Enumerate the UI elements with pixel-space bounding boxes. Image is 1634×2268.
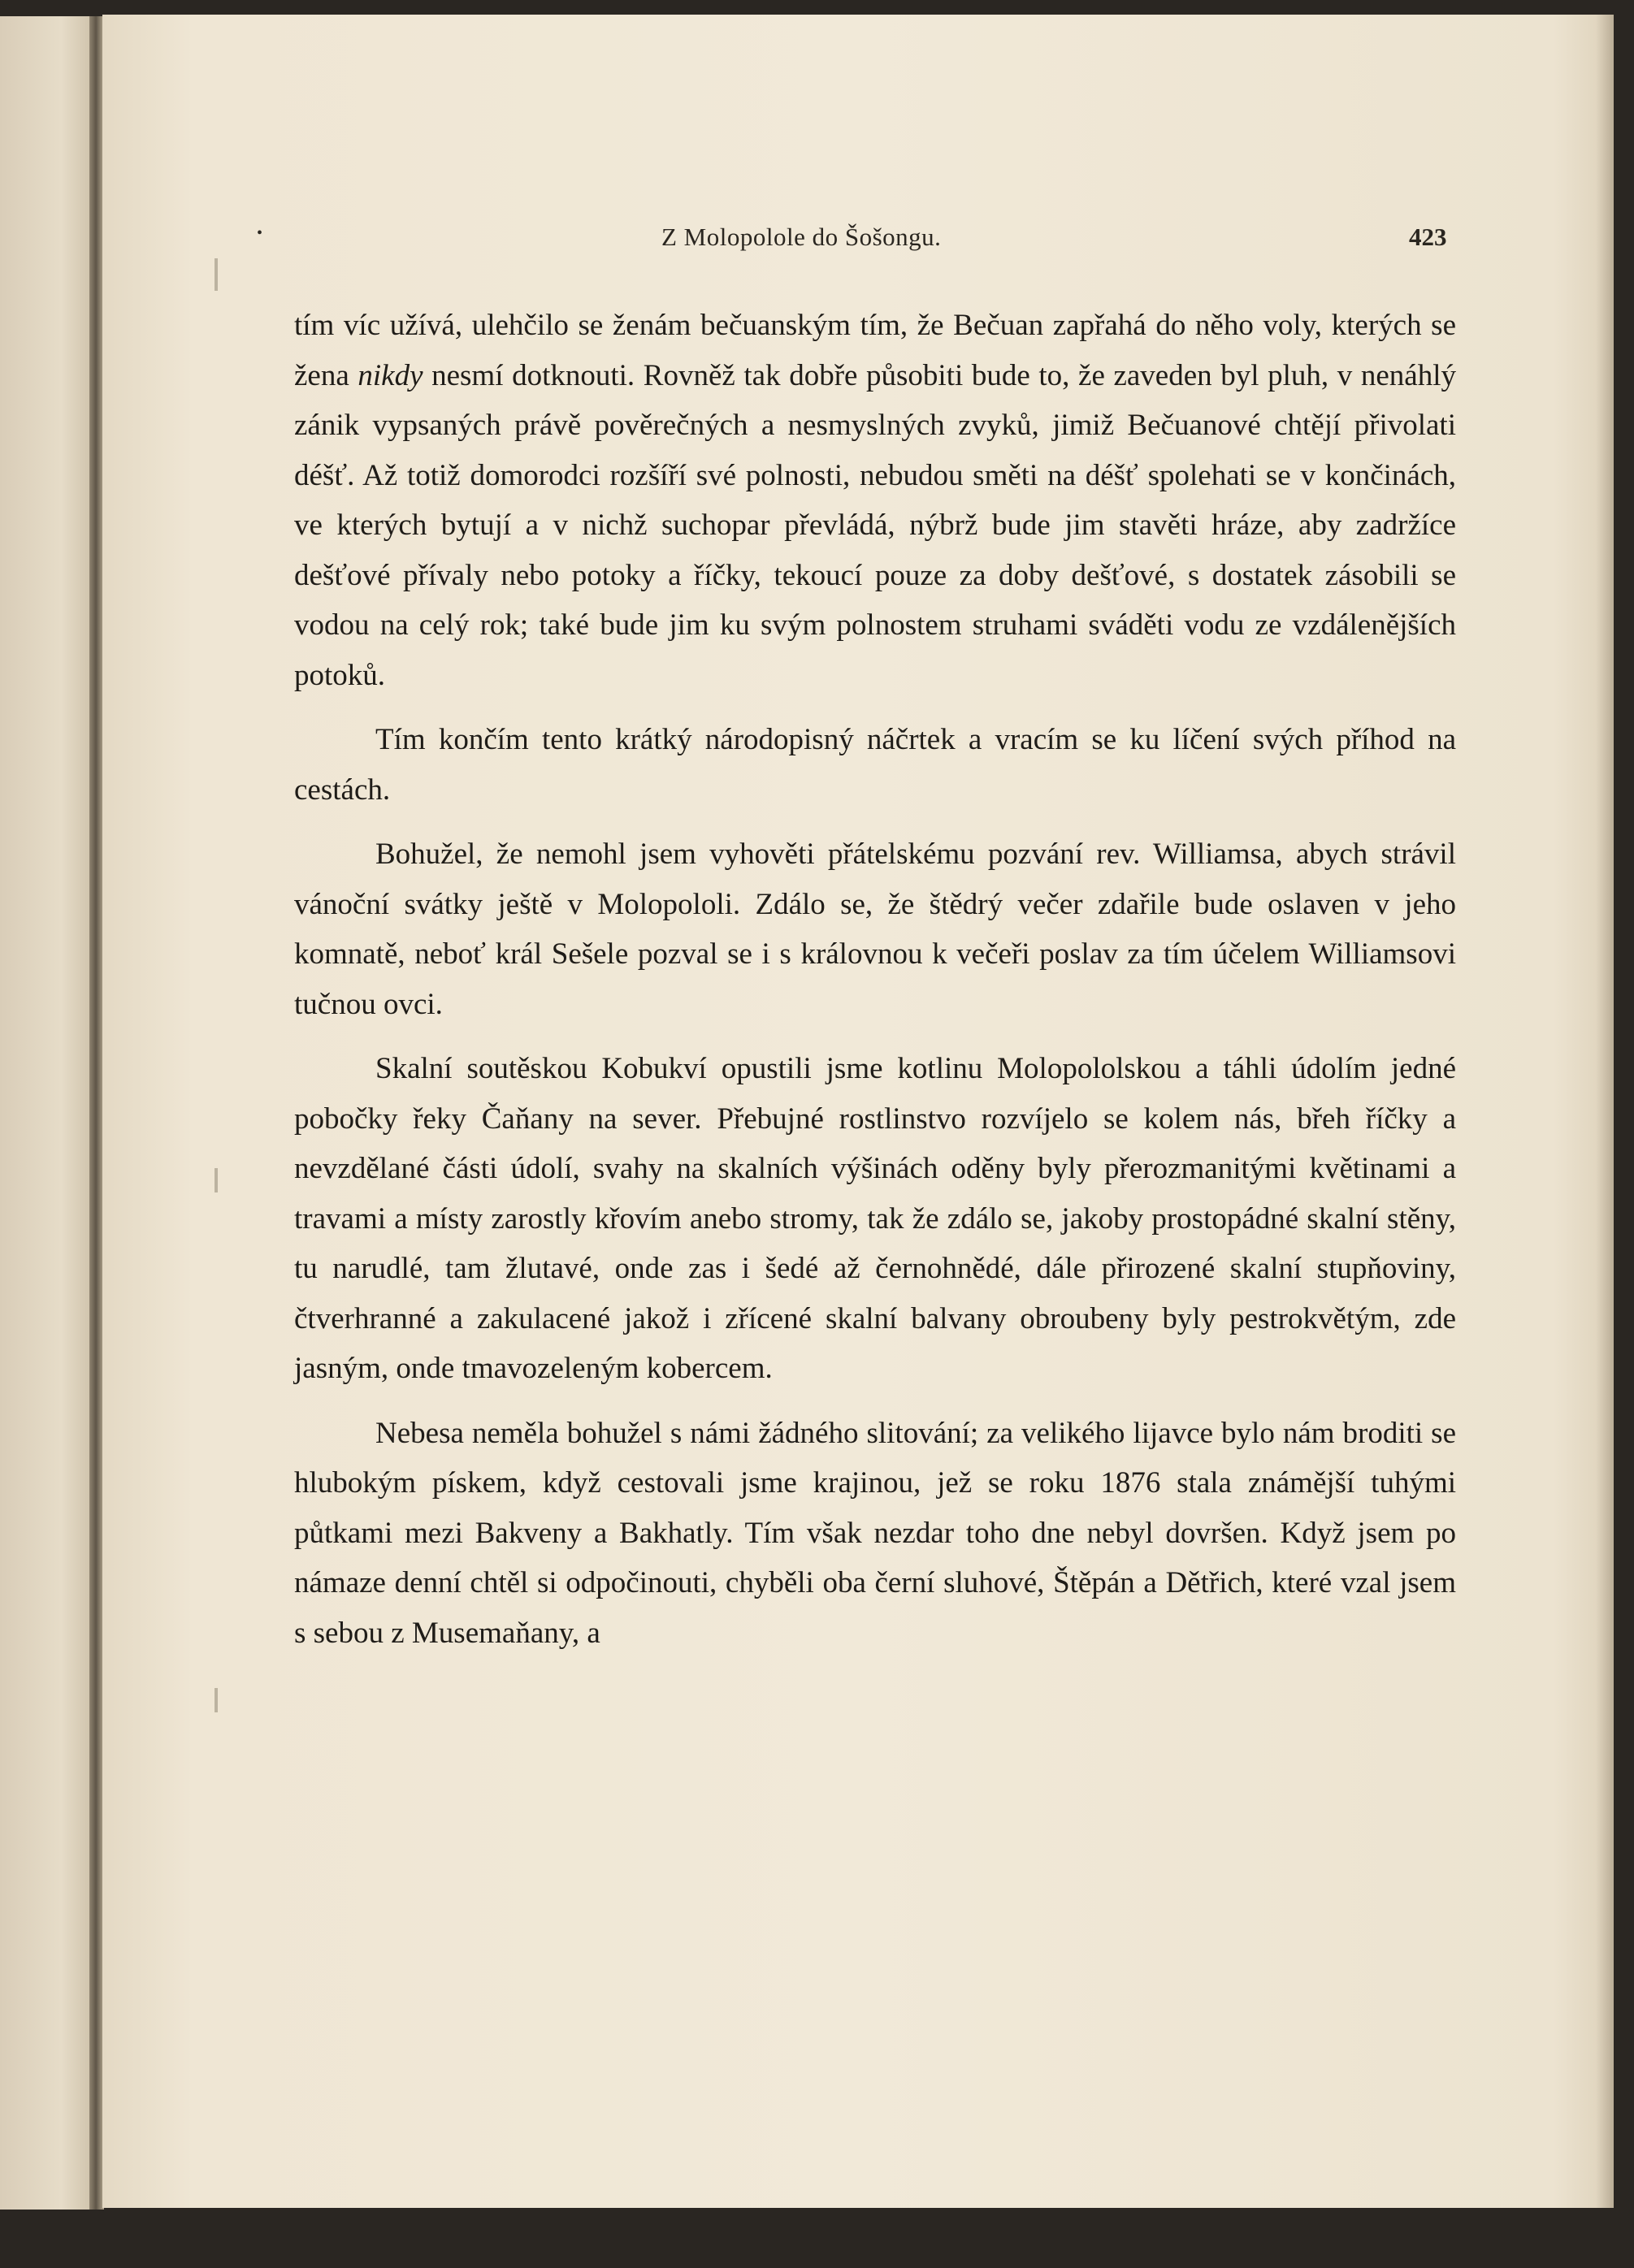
running-title: Z Molopolole do Šošongu. [661,223,942,251]
paragraph-4: Skalní soutěskou Kobukví opustili jsme kotlinu Molopololskou a táhli údolím jedné pobočky řeky Čaňany na sever. Přebujné rostlinstvo rozvíjelo se kolem nás, břeh říčky a nevzdělané části údolí, svahy na skalních výšinách oděny byly přerozmanitými květinami a travami a místy zarostly křovím anebo stromy, tak že zdálo se, jakoby prostopádné skalní stěny, tu narudlé, tam žlutavé, onde zas i šedé až černohnědé, dále přirozené skalní stupňoviny, čtverhranné a zakulacené jakož i zřícené skalní balvany obroubeny byly pestrokvětým, zde jasným, onde tmavozeleným kobercem. [294,1052,1456,1385]
paragraph-3: Bohužel, že nemohl jsem vyhověti přátelskému pozvání rev. Williamsa, abych strávil vánoční svátky ještě v Molopololi. Zdálo se, že štědrý večer zdařile bude oslaven v jeho komnatě, neboť král Sešele pozval se i s královnou k večeři poslav za tím účelem Williamsovi tučnou ovci. [294,838,1456,1021]
margin-mark [215,1168,218,1192]
running-head [102,223,1614,255]
paragraph-1-text-after: nesmí dotknouti. Rovněž tak dobře působiti bude to, že zaveden byl pluh, v nenáhlý zánik vypsaných právě pověrečných a nesmyslných zvyků, jimiž Bečuanové chtějí přivolati déšť. Až totiž domorodci rozšíří své polnosti, nebudou směti na déšť spolehati se v končinách, ve kterých bytují a v nichž suchopar převládá, nýbrž bude jim stavěti hráze, aby zadržíce dešťové přívaly nebo potoky a říčky, tekoucí pouze za doby dešťové, s dostatek zásobili se vodou na celý rok; také bude jim ku svým polnostem struhami sváděti vodu ze vzdálenějších potoků. [294,358,1456,692]
previous-page-edge [0,16,102,2210]
body-text [294,301,1456,1673]
margin-mark [215,1688,218,1712]
page-number: 423 [1409,223,1447,251]
paragraph-1-emphasis: nikdy [358,358,423,392]
paragraph-5: Nebesa neměla bohužel s námi žádného slitování; za velikého lijavce bylo nám broditi se hlubokým pískem, když cestovali jsme krajinou, jež se roku 1876 stala známější tuhými půtkami mezi Bakveny a Bakhatly. Tím však nezdar toho dne nebyl dovršen. Když jsem po námaze denní chtěl si odpočinouti, chyběli oba černí sluhové, Štěpán a Dětřich, které vzal jsem s sebou z Musemaňany, a [294,1416,1456,1650]
paragraph-2: Tím končím tento krátký národopisný náčrtek a vracím se ku líčení svých příhod na cestách. [294,723,1456,807]
book-page [102,15,1614,2208]
paragraph-1-text-before: tím víc užívá, ulehčilo se ženám bečuanským tím, že Bečuan zapřahá do něho voly, kterých se žena [294,309,1456,392]
header-bullet: • [257,224,263,242]
margin-mark [215,258,218,291]
paragraph-1 [294,301,1456,700]
